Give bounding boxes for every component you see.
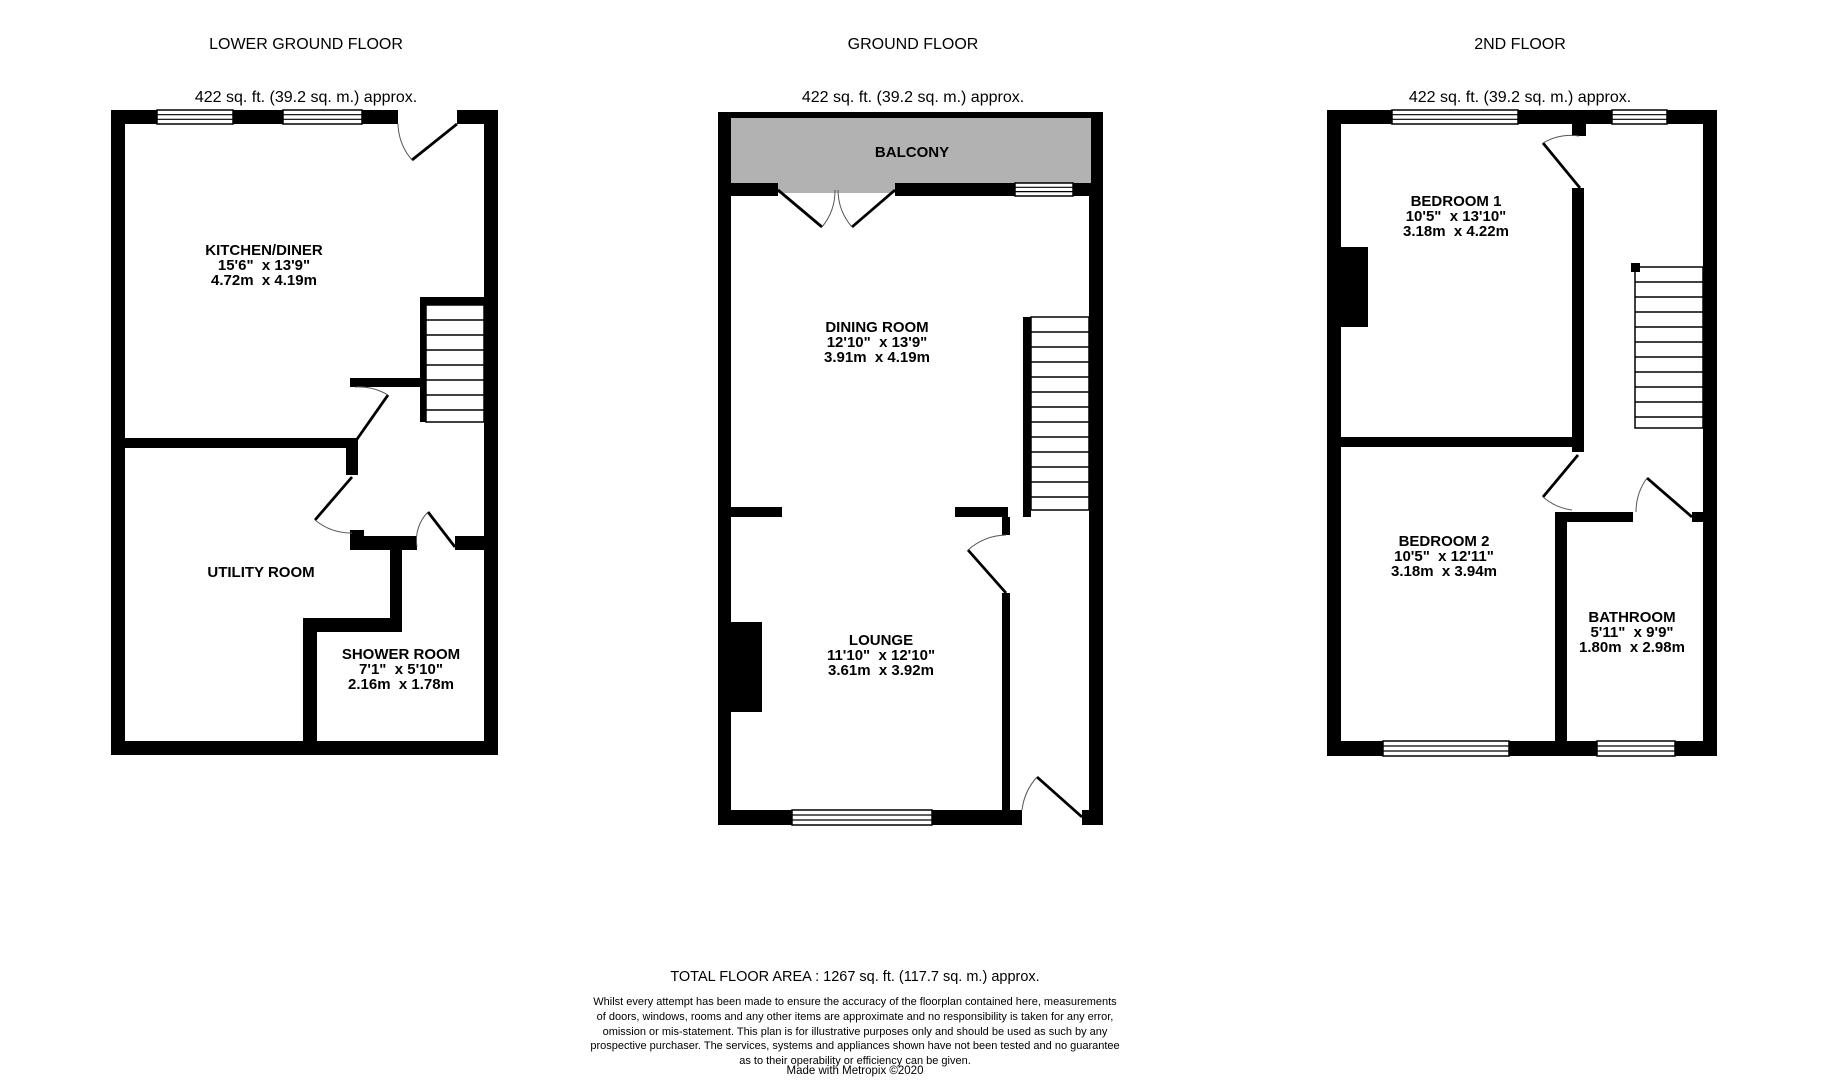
- walls: [1327, 110, 1717, 756]
- room-dims-imperial: 12'10" x 13'9": [826, 334, 928, 351]
- room-dims-metric: 3.18m x 4.22m: [1403, 223, 1509, 240]
- disclaimer: [590, 995, 1119, 1069]
- disclaimer-line: of doors, windows, rooms and any other items are approximate and no responsibility is taken for any error,: [596, 1010, 1114, 1023]
- doors: [778, 190, 1082, 817]
- disclaimer-line: Whilst every attempt has been made to ensure the accuracy of the floorplan contained here, measurements: [593, 996, 1117, 1008]
- room-dims-imperial: 10'5" x 13'10": [1405, 208, 1507, 225]
- room-dims-metric: 4.72m x 4.19m: [211, 272, 317, 289]
- ground-floor-plan: [700, 100, 1120, 840]
- door-leaf: [968, 550, 1006, 593]
- door-swing-arc: [1022, 777, 1037, 810]
- door-leaf: [1543, 143, 1580, 188]
- disclaimer-line: prospective purchaser. The services, systems and appliances shown have not been tested and no guarantee: [590, 1040, 1120, 1053]
- second-floor-plan: [1320, 100, 1740, 770]
- room-label-shower-room: [342, 647, 460, 692]
- walls: [718, 183, 1103, 825]
- door-leaf: [412, 124, 457, 160]
- room-dims-imperial: 15'6" x 13'9": [217, 257, 311, 274]
- room-name: KITCHEN/DINER: [205, 242, 323, 259]
- floor-area: 422 sq. ft. (39.2 sq. m.) approx.: [801, 88, 1025, 106]
- window: [1015, 183, 1073, 196]
- room-dims-metric: 3.91m x 4.19m: [824, 349, 930, 366]
- room-name: BEDROOM 1: [1410, 193, 1502, 210]
- room-label-kitchen-diner: [205, 243, 323, 288]
- window: [1383, 741, 1509, 756]
- french-door-leaf: [852, 190, 895, 227]
- staircase: [1023, 317, 1089, 517]
- door-swing-arc: [1543, 497, 1572, 510]
- door-swing-arc: [398, 124, 412, 160]
- room-dims-metric: 2.16m x 1.78m: [348, 676, 454, 693]
- floor-area: 422 sq. ft. (39.2 sq. m.) approx.: [194, 88, 418, 106]
- balcony-label: BALCONY: [874, 144, 950, 161]
- door-leaf: [1543, 455, 1578, 497]
- staircase: [420, 297, 484, 422]
- room-dims-metric: 3.18m x 3.94m: [1391, 563, 1497, 580]
- door-swing-arc: [315, 520, 352, 533]
- room-label-dining-room: [824, 320, 930, 365]
- room-dims-metric: 3.61m x 3.92m: [828, 662, 934, 679]
- total-floor-area: TOTAL FLOOR AREA : 1267 sq. ft. (117.7 sq. m.) approx.: [670, 969, 1040, 985]
- door-swing-arc: [838, 190, 852, 227]
- room-label-bathroom: [1579, 610, 1685, 655]
- room-label-lounge: [827, 633, 935, 678]
- door-swing-arc: [822, 190, 835, 227]
- window: [1392, 110, 1518, 124]
- metropix-credit: Made with Metropix ©2020: [786, 1065, 924, 1077]
- door-swing-arc: [416, 512, 428, 547]
- door-leaf: [315, 477, 352, 520]
- door-leaf: [428, 512, 455, 547]
- room-label-bedroom-2: [1391, 534, 1497, 579]
- window: [1597, 741, 1675, 756]
- door-leaf: [355, 395, 388, 442]
- door-leaf: [1037, 777, 1082, 817]
- door-leaf: [1647, 478, 1692, 517]
- room-label-bedroom-1: [1403, 194, 1509, 239]
- room-label-utility-room: [207, 565, 314, 580]
- room-name: DINING ROOM: [825, 319, 929, 336]
- room-dims-imperial: 7'1" x 5'10": [359, 661, 443, 678]
- window: [1612, 110, 1667, 124]
- floor-title: LOWER GROUND FLOOR: [209, 36, 403, 53]
- disclaimer-line: as to their operability or efficiency can be given.: [739, 1055, 971, 1068]
- french-door-leaf: [778, 190, 822, 227]
- room-name: SHOWER ROOM: [341, 646, 461, 663]
- floor-area: 422 sq. ft. (39.2 sq. m.) approx.: [1408, 88, 1632, 106]
- room-dims-imperial: 5'11" x 9'9": [1590, 624, 1674, 641]
- room-dims-imperial: 10'5" x 12'11": [1394, 548, 1494, 565]
- disclaimer-line: omission or mis-statement. This plan is for illustrative purposes only and should be used as such by any: [602, 1025, 1108, 1038]
- doors: [1543, 135, 1692, 517]
- door-swing-arc: [968, 535, 1006, 550]
- floor-title: 2ND FLOOR: [1474, 36, 1566, 53]
- door-swing-arc: [1543, 135, 1579, 143]
- door-swing-arc: [355, 387, 388, 395]
- room-name: BATHROOM: [1588, 609, 1676, 626]
- window: [283, 110, 362, 124]
- room-dims-metric: 1.80m x 2.98m: [1579, 639, 1685, 656]
- room-name: BEDROOM 2: [1398, 533, 1490, 550]
- chimney-breast: [731, 622, 762, 712]
- floor-title: GROUND FLOOR: [847, 36, 979, 53]
- chimney-breast: [1341, 247, 1368, 327]
- room-name: LOUNGE: [848, 632, 914, 649]
- window: [157, 110, 233, 124]
- room-name: UTILITY ROOM: [207, 564, 315, 581]
- room-dims-imperial: 11'10" x 12'10": [826, 647, 936, 664]
- door-swing-arc: [1636, 478, 1647, 512]
- window: [792, 810, 932, 825]
- staircase: [1631, 263, 1703, 428]
